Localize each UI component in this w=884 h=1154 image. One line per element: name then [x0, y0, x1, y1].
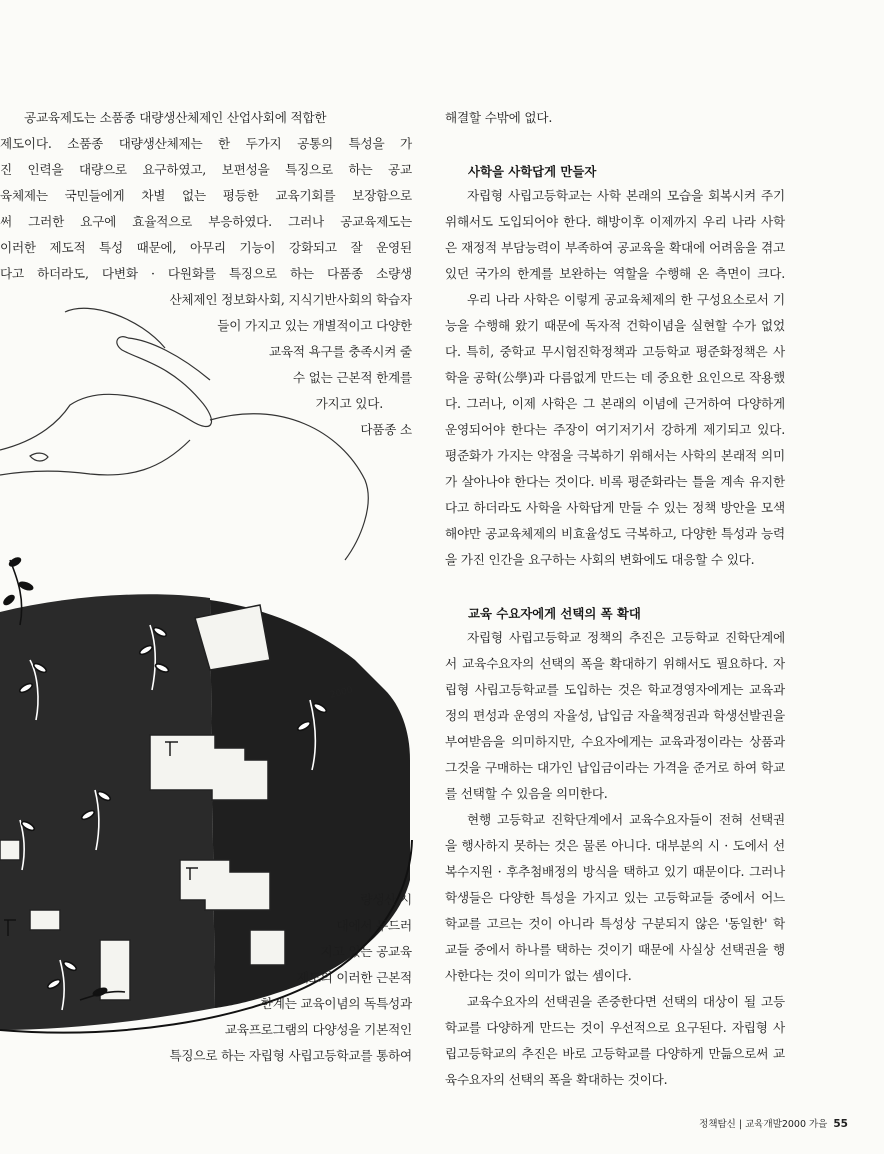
- text-line: 량생산 시: [360, 892, 412, 907]
- text-line: 대에서 두드러: [336, 918, 412, 933]
- text-line: 다고 하더라도 사학을 사학답게 만들 수 있는 정책 방안을 모색: [445, 500, 785, 515]
- text-line: 공교육제도는 소품종 대량생산체제인 산업사회에 적합한: [24, 110, 327, 125]
- text-line: 이러한 제도적 특성 때문에, 아무리 기능이 강화되고 잘 운영된: [0, 240, 412, 255]
- text-line: 서 교육수요자의 선택의 폭을 확대하기 위해서도 필요하다. 자: [445, 656, 785, 671]
- text-line: 립고등학교의 추진은 바로 고등학교를 다양하게 만듦으로써 교: [445, 1046, 785, 1061]
- text-line: 교육적 욕구를 충족시켜 줄: [268, 344, 412, 359]
- text-line: 한계는 교육이념의 독특성과: [260, 996, 412, 1011]
- text-line: 해결할 수밖에 없다.: [445, 110, 553, 125]
- text-line: 사한다는 것이 의미가 없는 셈이다.: [445, 968, 632, 983]
- text-line: 부여받음을 의미하지만, 수요자에게는 교육과정이라는 상품과: [445, 734, 785, 749]
- text-line: 다. 특히, 중학교 무시험진학정책과 고등학교 평준화정책은 사: [445, 344, 785, 359]
- text-line: 지고 있는 공교육: [320, 944, 412, 959]
- text-line: 학교를 고르는 것이 아니라 특성상 구분되지 않은 '동일한' 학: [445, 916, 785, 931]
- text-line: 다. 그러나, 이제 사학은 그 본래의 이념에 근거하여 다양하게: [445, 396, 785, 411]
- text-line: 능을 수행해 왔기 때문에 독자적 건학이념을 실현할 수가 없었: [445, 318, 785, 333]
- text-line: 은 재정적 부담능력이 부족하여 공교육을 확대에 어려움을 겪고: [445, 240, 785, 255]
- page-footer: [699, 1116, 848, 1130]
- text-line: 학생들은 다양한 특성을 가지고 있는 고등학교들 중에서 어느: [445, 890, 785, 905]
- text-line: 학을 공학(公學)과 다름없게 만드는 데 중요한 요인으로 작용했: [445, 370, 785, 385]
- text-line: 평준화가 가지는 약점을 극복하기 위해서는 사학의 본래적 의미: [445, 448, 785, 463]
- text-line: 을 행사하지 못하는 것은 물론 아니다. 대부분의 시 · 도에서 선: [445, 838, 785, 853]
- text-line: 산체제인 정보화사회, 지식기반사회의 학습자: [169, 292, 412, 307]
- text-line: 교육프로그램의 다양성을 기본적인: [224, 1022, 412, 1037]
- text-line: 육체제는 국민들에게 차별 없는 평등한 교육기회를 보장함으로: [0, 188, 412, 203]
- text-line: 있던 국가의 한계를 보완하는 역할을 수행해 온 측면이 크다.: [445, 266, 785, 281]
- text-line: 가지고 있다.: [315, 396, 383, 411]
- text-line: 교육수요자의 선택권을 존중한다면 선택의 대상이 될 고등: [467, 994, 785, 1009]
- text-line: 자립형 사립고등학교는 사학 본래의 모습을 회복시켜 주기: [467, 188, 785, 203]
- text-line: 들이 가지고 있는 개별적이고 다양한: [217, 318, 412, 333]
- text-line: 다품종 소: [360, 422, 412, 437]
- text-line: 현행 고등학교 진학단계에서 교육수요자들이 전혀 선택권: [467, 812, 785, 827]
- section-heading: 사학을 사학답게 만들자: [468, 164, 597, 179]
- footer-publication: 정책탐신 | 교육개발2000 가을: [699, 1119, 828, 1130]
- text-line: 제도의 이러한 근본적: [296, 970, 412, 985]
- text-line: 그것을 구매하는 대가인 납입금이라는 가격을 준거로 하여 학교: [445, 760, 785, 775]
- text-line: 해야만 공교육체제의 비효율성도 극복하고, 다양한 특성과 능력: [445, 526, 785, 541]
- text-line: 교들 중에서 하나를 택하는 것이기 때문에 사실상 선택권을 행: [445, 942, 785, 957]
- text-line: 운영되어야 한다는 주장이 여기저기서 강하게 제기되고 있다.: [445, 422, 785, 437]
- text-line: 립형 사립고등학교를 도입하는 것은 학교경영자에게는 교육과: [445, 682, 785, 697]
- text-line: 를 선택할 수 있음을 의미한다.: [445, 786, 608, 801]
- section-heading: 교육 수요자에게 선택의 폭 확대: [468, 606, 641, 621]
- page-number: 55: [833, 1118, 848, 1130]
- text-line: 다고 하더라도, 다변화 · 다원화를 특징으로 하는 다품종 소량생: [0, 266, 412, 281]
- text-line: 육수요자의 선택의 폭을 확대하는 것이다.: [445, 1072, 668, 1087]
- text-line: 제도이다. 소품종 대량생산체제는 한 두가지 공통의 특성을 가: [0, 136, 412, 151]
- text-line: 진 인력을 대량으로 요구하였고, 보편성을 특징으로 하는 공교: [0, 162, 412, 177]
- text-line: 특징으로 하는 자립형 사립고등학교를 통하여: [169, 1048, 412, 1063]
- text-line: 수 없는 근본적 한계를: [292, 370, 412, 385]
- text-line: 을 가진 인간을 요구하는 사회의 변화에도 대응할 수 있다.: [445, 552, 755, 567]
- text-line: 정의 편성과 운영의 자율성, 납입금 자율책정권과 학생선발권을: [445, 708, 785, 723]
- illustration-signature: 2000: [329, 685, 354, 701]
- text-line: 우리 나라 사학은 이렇게 공교육체제의 한 구성요소로서 기: [467, 292, 785, 307]
- text-line: 자립형 사립고등학교 정책의 추진은 고등학교 진학단계에: [467, 630, 785, 645]
- text-line: 써 그러한 요구에 효율적으로 부응하였다. 그러나 공교육제도는: [0, 214, 412, 229]
- text-line: 가 살아나야 한다는 것이다. 비록 평준화라는 틀을 계속 유지한: [445, 474, 785, 489]
- text-line: 복수지원 · 후추첨배정의 방식을 택하고 있기 때문이다. 그러나: [445, 864, 785, 879]
- text-line: 학교를 다양하게 만드는 것이 우선적으로 요구된다. 자립형 사: [445, 1020, 785, 1035]
- text-line: 위해서도 도입되어야 한다. 해방이후 이제까지 우리 나라 사학: [445, 214, 785, 229]
